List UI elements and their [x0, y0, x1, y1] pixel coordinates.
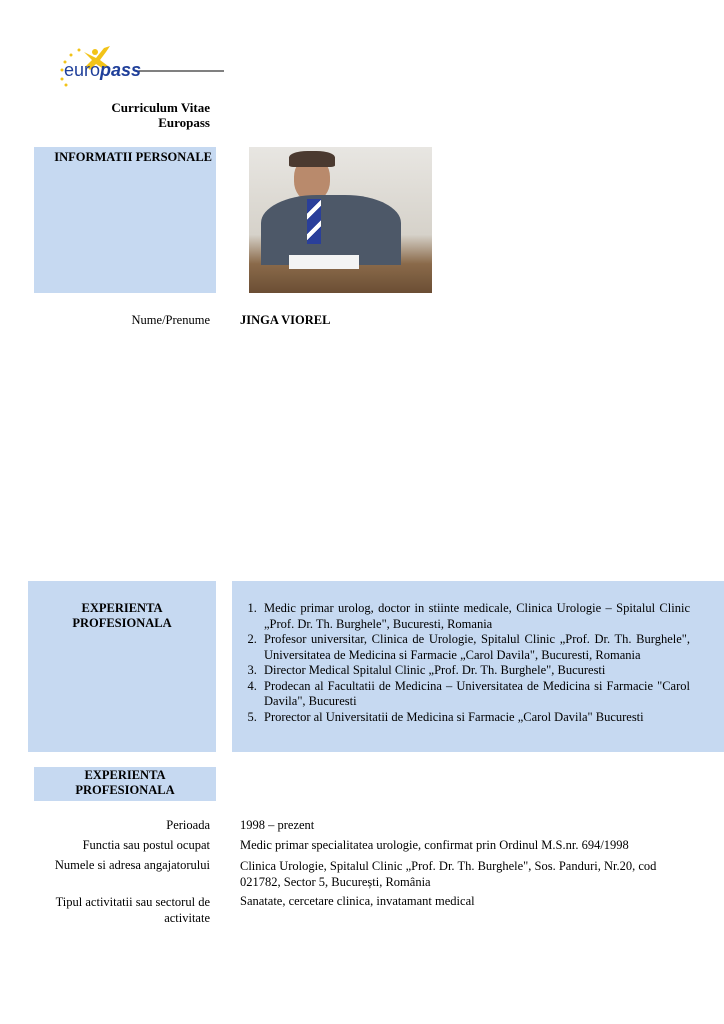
- position-label: Functia sau postul ocupat: [82, 838, 210, 852]
- period-value: 1998 – prezent: [240, 818, 315, 832]
- logo-text-euro: euro: [64, 60, 101, 80]
- experience-summary-list-box: [232, 581, 724, 752]
- list-item: 3. Director Medical Spitalul Clinic „Prof. Dr. Th. Burghele", Bucuresti: [260, 663, 690, 679]
- cv-title-line2: Europass: [158, 115, 210, 130]
- list-item: 4. Prodecan al Facultatii de Medicina – Universitatea de Medicina si Farmacie "Carol Davila", Bucuresti: [260, 679, 690, 710]
- personal-info-section-box: [34, 147, 216, 293]
- activity-sector-label: Tipul activitatii sau sectorul de activitate: [55, 895, 210, 925]
- experience-heading-line1: EXPERIENTA: [81, 601, 163, 615]
- name-value: JINGA VIOREL: [240, 313, 331, 327]
- list-item: 5. Prorector al Universitatii de Medicina si Farmacie „Carol Davila" Bucuresti: [260, 710, 690, 726]
- activity-sector-value: Sanatate, cercetare clinica, invatamant medical: [240, 894, 475, 908]
- list-item: 2. Profesor universitar, Clinica de Urologie, Spitalul Clinic „Prof. Dr. Th. Burghele", Universitatea de Medicina si Farmacie „Carol Davila", Bucuresti, Romania: [260, 632, 690, 663]
- experience-heading-line2: PROFESIONALA: [72, 616, 172, 630]
- list-item: 1. Medic primar urolog, doctor in stiinte medicale, Clinica Urologie – Spitalul Clinic „Prof. Dr. Th. Burghele", Bucuresti, Romania: [260, 601, 690, 632]
- europass-logo: [52, 40, 227, 88]
- name-label: Nume/Prenume: [131, 313, 210, 327]
- period-label: Perioada: [166, 818, 210, 832]
- experience-detail-section-box: [34, 767, 216, 801]
- cv-title-line1: Curriculum Vitae: [111, 100, 210, 115]
- logo-text-pass: pass: [100, 60, 142, 80]
- personal-info-heading: INFORMATII PERSONALE: [54, 150, 212, 164]
- experience-detail-heading-line1: EXPERIENTA: [84, 768, 166, 782]
- experience-summary-list: [232, 601, 690, 725]
- experience-summary-section-box: [28, 581, 216, 752]
- employer-label: Numele si adresa angajatorului: [54, 858, 210, 872]
- experience-detail-heading-line2: PROFESIONALA: [75, 783, 175, 797]
- employer-value: Clinica Urologie, Spitalul Clinic „Prof. Dr. Th. Burghele", Sos. Panduri, Nr.20, cod 021782, Sector 5, București, România: [240, 859, 657, 889]
- position-value: Medic primar specialitatea urologie, confirmat prin Ordinul M.S.nr. 694/1998: [240, 838, 629, 852]
- cv-title: [111, 100, 210, 130]
- profile-photo: [249, 147, 432, 293]
